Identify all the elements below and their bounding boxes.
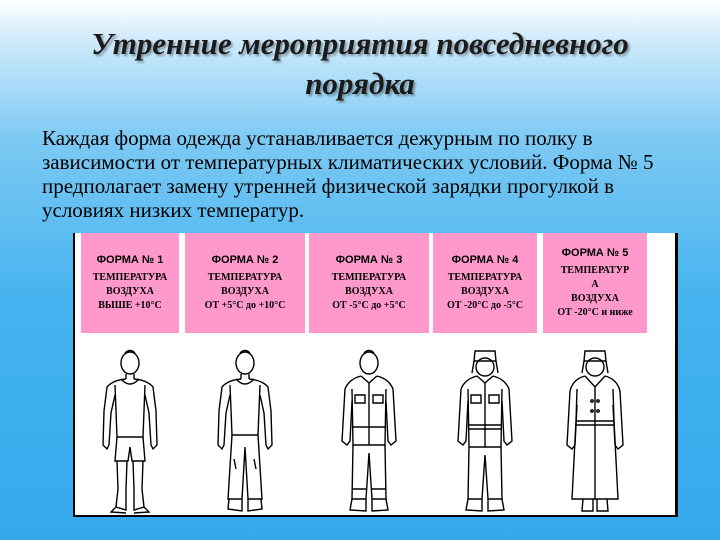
form-temp-3-line-1: ТЕМПЕРАТУРА (331, 272, 407, 283)
form-temp-1-line-1: ТЕМПЕРАТУРА (92, 272, 168, 283)
man-in-undershirt-and-trousers-figure (185, 343, 305, 515)
form-number-5: ФОРМА № 5 (561, 247, 629, 259)
form-temp-5-line-3: ВОЗДУХА (571, 293, 619, 304)
form-number-1: ФОРМА № 1 (96, 254, 164, 266)
form-label-5 (543, 233, 647, 333)
slide-title-line-1: Утренние мероприятия повседневного (91, 26, 629, 61)
man-in-undershirt-and-shorts-figure (81, 343, 179, 515)
soldier-in-field-uniform-figure (309, 343, 429, 515)
slide-title (0, 24, 720, 104)
form-label-4 (433, 233, 537, 333)
form-temp-3-line-3: ОТ -5°С до +5°С (332, 300, 406, 311)
form-temp-1-line-2: ВОЗДУХА (106, 286, 154, 297)
form-temp-4-line-1: ТЕМПЕРАТУРА (447, 272, 523, 283)
form-temp-2-line-1: ТЕМПЕРАТУРА (207, 272, 283, 283)
form-temp-3-line-2: ВОЗДУХА (345, 286, 393, 297)
form-label-1 (81, 233, 179, 333)
form-number-4: ФОРМА № 4 (451, 254, 519, 266)
uniform-forms-panel (73, 233, 678, 517)
form-temp-2-line-3: ОТ +5°С до +10°С (204, 300, 286, 311)
form-card-4 (433, 233, 537, 515)
form-temp-4-line-3: ОТ -20°С до -5°С (446, 300, 524, 311)
form-temp-5-line-1: ТЕМПЕРАТУР (560, 265, 630, 276)
form-card-2 (185, 233, 305, 515)
form-card-5 (543, 233, 647, 515)
slide-title-line-2: порядка (305, 66, 415, 101)
form-temp-2-line-2: ВОЗДУХА (221, 286, 269, 297)
form-label-3 (309, 233, 429, 333)
form-card-1 (81, 233, 179, 515)
form-temp-5-line-2: А (591, 279, 599, 290)
slide-paragraph: Каждая форма одежда устанавливается дежурным по полку в зависимости от температурных климатических условий. Форма № 5 предполагает замену утренней физической зарядки прогулкой в условиях низких температур. (42, 126, 654, 222)
form-card-3 (309, 233, 429, 515)
soldier-in-winter-uniform-with-hat-figure (433, 343, 537, 515)
form-temp-5-line-4: ОТ -20°С и ниже (557, 307, 633, 318)
form-number-2: ФОРМА № 2 (211, 254, 279, 266)
form-label-2 (185, 233, 305, 333)
soldier-in-greatcoat-figure (543, 343, 647, 515)
form-number-3: ФОРМА № 3 (335, 254, 403, 266)
form-temp-4-line-2: ВОЗДУХА (461, 286, 509, 297)
form-temp-1-line-3: ВЫШЕ +10°С (98, 300, 162, 311)
